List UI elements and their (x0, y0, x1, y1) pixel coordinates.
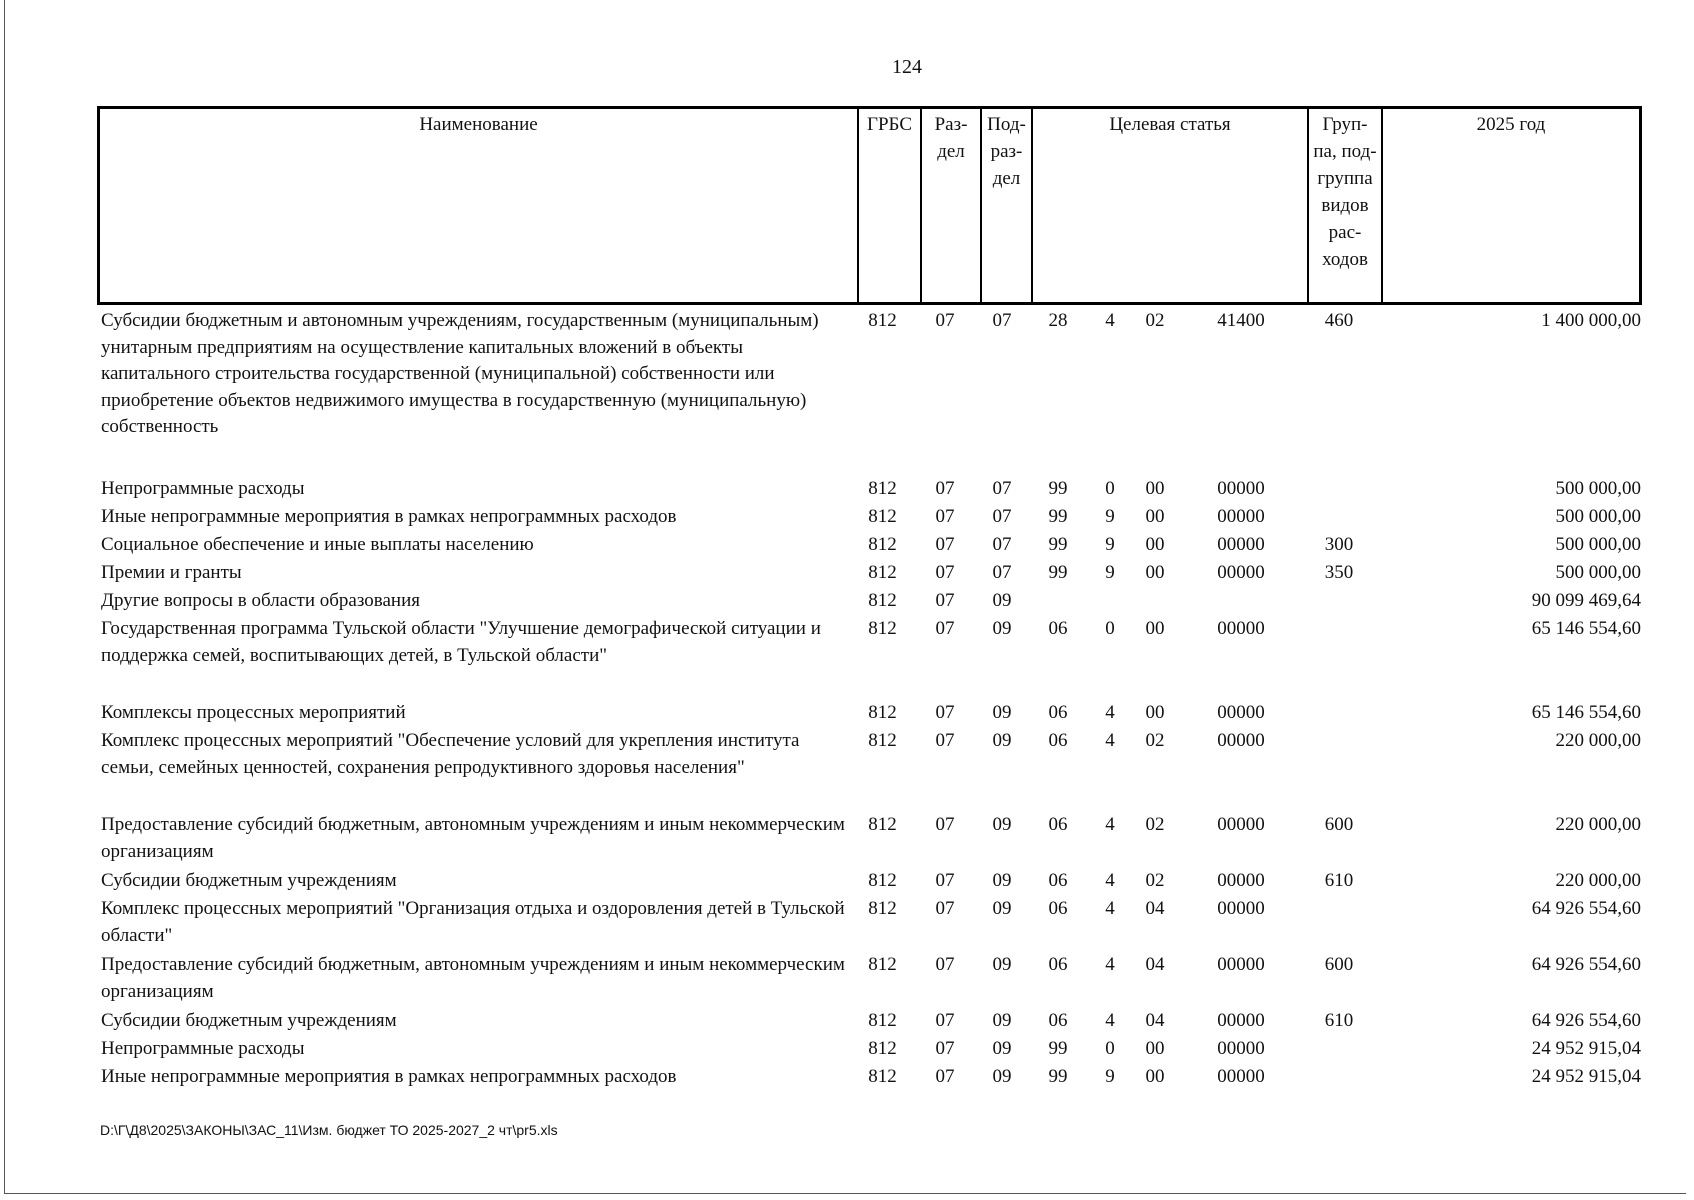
row-name: Субсидии бюджетным учреждениям (101, 1010, 397, 1031)
row-amount-2025: 24 952 915,04 (1531, 1038, 1641, 1059)
row-razdel: 07 (935, 814, 955, 835)
header-year: 2025 год (1381, 109, 1639, 302)
row-name: Комплекс процессных мероприятий "Организация отдыха и оздоровления детей в Тульской области" (101, 898, 845, 946)
row-target-program: 06 (1048, 870, 1068, 891)
row-podrazdel: 09 (992, 1010, 1012, 1031)
row-target-program: 99 (1048, 534, 1068, 555)
row-razdel: 07 (935, 1010, 955, 1031)
row-amount-2025: 500 000,00 (1555, 506, 1641, 527)
row-grbs: 812 (868, 534, 897, 555)
row-target-subprogram: 02 (1145, 814, 1165, 835)
row-razdel: 07 (935, 1066, 955, 1087)
row-amount-2025: 90 099 469,64 (1531, 590, 1641, 611)
row-razdel: 07 (935, 870, 955, 891)
header-name: Наименование (419, 114, 538, 135)
row-target-direction: 00000 (1217, 506, 1265, 527)
row-target-type: 4 (1105, 702, 1115, 723)
page-number: 124 (892, 56, 922, 78)
header-grbs: ГРБС (857, 109, 920, 302)
row-target-direction: 00000 (1217, 478, 1265, 499)
header-podrazdel: Под- раз- дел (980, 109, 1031, 302)
row-podrazdel: 09 (992, 898, 1012, 919)
row-razdel: 07 (935, 954, 955, 975)
row-podrazdel: 09 (992, 730, 1012, 751)
row-amount-2025: 24 952 915,04 (1531, 1066, 1641, 1087)
row-target-type: 4 (1105, 870, 1115, 891)
row-target-program: 06 (1048, 898, 1068, 919)
row-grbs: 812 (868, 618, 897, 639)
row-target-direction: 00000 (1217, 1066, 1265, 1087)
row-amount-2025: 65 146 554,60 (1531, 702, 1641, 723)
row-grbs: 812 (868, 1066, 897, 1087)
row-amount-2025: 64 926 554,60 (1531, 1010, 1641, 1031)
row-target-direction: 41400 (1217, 310, 1265, 331)
row-target-type: 9 (1105, 562, 1115, 583)
row-name: Предоставление субсидий бюджетным, автономным учреждениям и иным некоммерческим организациям (101, 814, 845, 862)
row-razdel: 07 (935, 310, 955, 331)
row-target-direction: 00000 (1217, 1010, 1265, 1031)
row-target-type: 9 (1105, 506, 1115, 527)
row-target-subprogram: 02 (1145, 870, 1165, 891)
row-razdel: 07 (935, 562, 955, 583)
row-grbs: 812 (868, 814, 897, 835)
row-amount-2025: 220 000,00 (1555, 870, 1641, 891)
row-podrazdel: 07 (992, 562, 1012, 583)
row-target-type: 0 (1105, 1038, 1115, 1059)
row-amount-2025: 500 000,00 (1555, 478, 1641, 499)
row-podrazdel: 09 (992, 870, 1012, 891)
row-razdel: 07 (935, 898, 955, 919)
row-grbs: 812 (868, 954, 897, 975)
row-razdel: 07 (935, 478, 955, 499)
row-grbs: 812 (868, 506, 897, 527)
row-amount-2025: 220 000,00 (1555, 730, 1641, 751)
row-razdel: 07 (935, 534, 955, 555)
row-target-program: 99 (1048, 562, 1068, 583)
row-target-type: 4 (1105, 814, 1115, 835)
row-target-direction: 00000 (1217, 618, 1265, 639)
row-amount-2025: 64 926 554,60 (1531, 954, 1641, 975)
row-target-subprogram: 00 (1145, 478, 1165, 499)
row-name: Непрограммные расходы (101, 1038, 305, 1059)
row-target-subprogram: 02 (1145, 730, 1165, 751)
table-header (97, 106, 1642, 305)
row-target-subprogram: 00 (1145, 702, 1165, 723)
row-target-type: 4 (1105, 310, 1115, 331)
row-podrazdel: 09 (992, 1038, 1012, 1059)
row-name: Государственная программа Тульской области "Улучшение демографической ситуации и поддержка семей, воспитывающих детей, в Тульской области" (101, 618, 821, 666)
row-target-program: 99 (1048, 506, 1068, 527)
row-grbs: 812 (868, 702, 897, 723)
row-podrazdel: 07 (992, 506, 1012, 527)
row-target-subprogram: 00 (1145, 618, 1165, 639)
header-razdel: Раз- дел (920, 109, 980, 302)
row-target-subprogram: 00 (1145, 506, 1165, 527)
row-grbs: 812 (868, 562, 897, 583)
row-name: Субсидии бюджетным и автономным учреждениям, государственным (муниципальным) унитарным предприятиям на осуществление капитальных вложений в объекты капитального строительства государственной (муниципальной) собственности или приобретение объектов недвижимого имущества в государственную (муниципальную) собственность (101, 310, 819, 437)
row-target-subprogram: 00 (1145, 562, 1165, 583)
row-amount-2025: 500 000,00 (1555, 534, 1641, 555)
row-grbs: 812 (868, 590, 897, 611)
row-podrazdel: 09 (992, 702, 1012, 723)
row-grbs: 812 (868, 898, 897, 919)
row-target-direction: 00000 (1217, 562, 1265, 583)
row-name: Комплексы процессных мероприятий (101, 702, 406, 723)
row-target-subprogram: 02 (1145, 310, 1165, 331)
row-name: Субсидии бюджетным учреждениям (101, 870, 397, 891)
row-podrazdel: 09 (992, 1066, 1012, 1087)
row-target-direction: 00000 (1217, 730, 1265, 751)
header-expense-group: Груп- па, под- группа видов рас- ходов (1307, 109, 1381, 302)
row-podrazdel: 07 (992, 478, 1012, 499)
row-target-program: 06 (1048, 702, 1068, 723)
row-podrazdel: 07 (992, 310, 1012, 331)
row-expense-group: 600 (1324, 814, 1354, 835)
row-target-type: 9 (1105, 534, 1115, 555)
row-amount-2025: 64 926 554,60 (1531, 898, 1641, 919)
row-target-program: 99 (1048, 1066, 1068, 1087)
row-expense-group: 350 (1324, 562, 1354, 583)
row-expense-group: 610 (1324, 1010, 1354, 1031)
row-podrazdel: 09 (992, 618, 1012, 639)
row-expense-group: 610 (1324, 870, 1354, 891)
row-target-type: 0 (1105, 478, 1115, 499)
row-target-subprogram: 00 (1145, 534, 1165, 555)
row-target-type: 9 (1105, 1066, 1115, 1087)
row-target-program: 06 (1048, 814, 1068, 835)
row-target-subprogram: 04 (1145, 898, 1165, 919)
row-podrazdel: 09 (992, 814, 1012, 835)
row-grbs: 812 (868, 478, 897, 499)
row-razdel: 07 (935, 618, 955, 639)
row-name: Комплекс процессных мероприятий "Обеспечение условий для укрепления института семьи, семейных ценностей, сохранения репродуктивного здоровья населения" (101, 730, 800, 778)
row-target-subprogram: 04 (1145, 1010, 1165, 1031)
row-target-program: 06 (1048, 730, 1068, 751)
row-name: Социальное обеспечение и иные выплаты населению (101, 534, 534, 555)
row-target-subprogram: 00 (1145, 1038, 1165, 1059)
row-target-program: 06 (1048, 954, 1068, 975)
row-grbs: 812 (868, 730, 897, 751)
row-target-type: 4 (1105, 954, 1115, 975)
row-expense-group: 460 (1324, 310, 1354, 331)
row-target-type: 0 (1105, 618, 1115, 639)
row-expense-group: 600 (1324, 954, 1354, 975)
row-razdel: 07 (935, 730, 955, 751)
row-target-subprogram: 04 (1145, 954, 1165, 975)
row-target-direction: 00000 (1217, 1038, 1265, 1059)
row-amount-2025: 1 400 000,00 (1541, 310, 1641, 331)
row-target-program: 06 (1048, 1010, 1068, 1031)
row-name: Предоставление субсидий бюджетным, автономным учреждениям и иным некоммерческим организациям (101, 954, 845, 1002)
row-razdel: 07 (935, 506, 955, 527)
row-target-program: 99 (1048, 478, 1068, 499)
row-target-direction: 00000 (1217, 870, 1265, 891)
row-target-direction: 00000 (1217, 814, 1265, 835)
row-target-direction: 00000 (1217, 702, 1265, 723)
row-name: Премии и гранты (101, 562, 242, 583)
row-target-type: 4 (1105, 898, 1115, 919)
row-amount-2025: 500 000,00 (1555, 562, 1641, 583)
row-grbs: 812 (868, 870, 897, 891)
row-target-program: 99 (1048, 1038, 1068, 1059)
row-target-subprogram: 00 (1145, 1066, 1165, 1087)
row-amount-2025: 220 000,00 (1555, 814, 1641, 835)
row-name: Непрограммные расходы (101, 478, 305, 499)
row-target-direction: 00000 (1217, 534, 1265, 555)
row-target-type: 4 (1105, 1010, 1115, 1031)
row-grbs: 812 (868, 1038, 897, 1059)
row-target-direction: 00000 (1217, 954, 1265, 975)
row-razdel: 07 (935, 590, 955, 611)
row-podrazdel: 09 (992, 590, 1012, 611)
row-grbs: 812 (868, 310, 897, 331)
footer-file-path: D:\Г\Д8\2025\ЗАКОНЫ\ЗАС_11\Изм. бюджет ТО 2025-2027_2 чт\pr5.xls (100, 1122, 558, 1138)
row-podrazdel: 09 (992, 954, 1012, 975)
row-target-type: 4 (1105, 730, 1115, 751)
row-expense-group: 300 (1324, 534, 1354, 555)
row-razdel: 07 (935, 702, 955, 723)
row-target-program: 28 (1048, 310, 1068, 331)
row-target-program: 06 (1048, 618, 1068, 639)
row-name: Иные непрограммные мероприятия в рамках непрограммных расходов (101, 1066, 677, 1087)
row-amount-2025: 65 146 554,60 (1531, 618, 1641, 639)
row-grbs: 812 (868, 1010, 897, 1031)
header-target-article: Целевая статья (1031, 109, 1307, 302)
row-razdel: 07 (935, 1038, 955, 1059)
row-name: Другие вопросы в области образования (101, 590, 420, 611)
row-target-direction: 00000 (1217, 898, 1265, 919)
row-podrazdel: 07 (992, 534, 1012, 555)
row-name: Иные непрограммные мероприятия в рамках непрограммных расходов (101, 506, 677, 527)
